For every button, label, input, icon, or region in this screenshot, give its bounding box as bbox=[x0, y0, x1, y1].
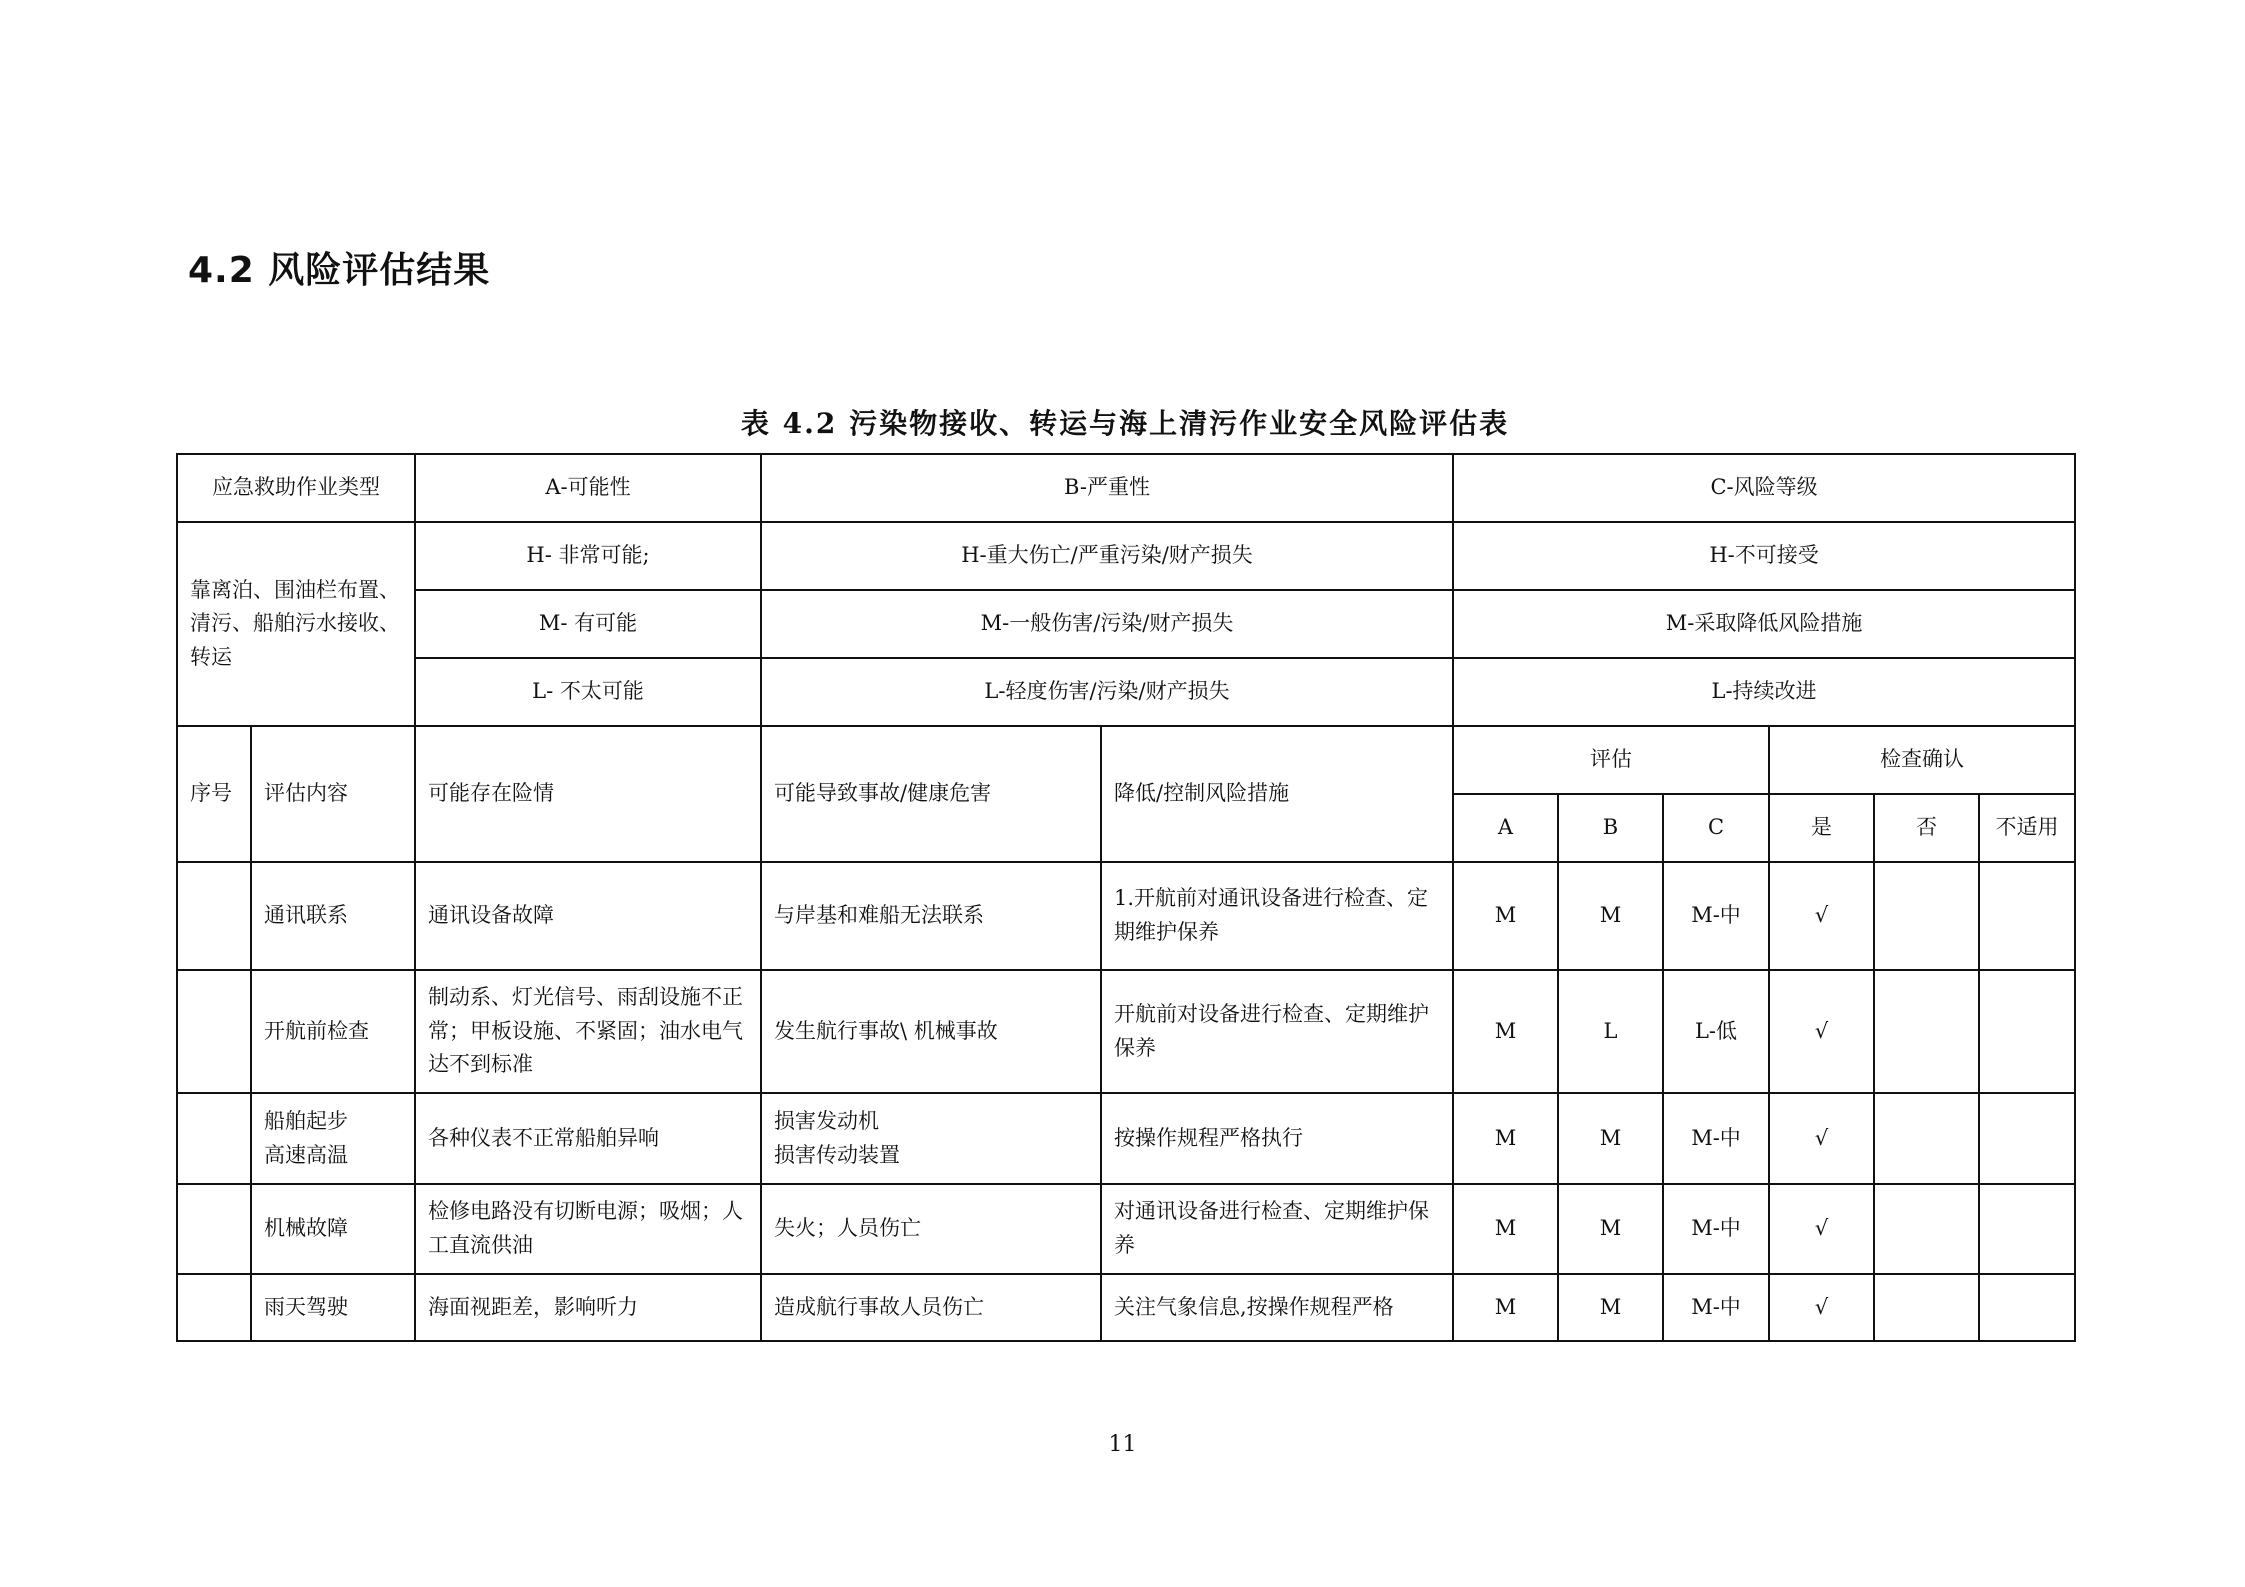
row-yes-check: √ bbox=[1769, 1274, 1874, 1341]
row-measure: 1.开航前对通讯设备进行检查、定期维护保养 bbox=[1101, 862, 1453, 970]
c-header: C-风险等级 bbox=[1453, 454, 2075, 522]
row-no bbox=[177, 970, 251, 1093]
row-yes-check: √ bbox=[1769, 862, 1874, 970]
row-b: M bbox=[1558, 1093, 1663, 1184]
level-c: M-采取降低风险措施 bbox=[1453, 590, 2075, 658]
row-hazard: 通讯设备故障 bbox=[415, 862, 761, 970]
row-b: M bbox=[1558, 1184, 1663, 1274]
row-content: 船舶起步 高速高温 bbox=[251, 1093, 415, 1184]
risk-assessment-table bbox=[176, 453, 2076, 1342]
row-measure: 对通讯设备进行检查、定期维护保养 bbox=[1101, 1184, 1453, 1274]
row-yes-check: √ bbox=[1769, 1184, 1874, 1274]
row-measure: 关注气象信息,按操作规程严格 bbox=[1101, 1274, 1453, 1341]
table-caption: 表 4.2 污染物接收、转运与海上清污作业安全风险评估表 bbox=[740, 407, 1510, 440]
row-accident: 发生航行事故\ 机械事故 bbox=[761, 970, 1101, 1093]
legend-header-row bbox=[177, 454, 2075, 522]
col-a-header: A bbox=[1453, 794, 1558, 862]
row-na-check bbox=[1979, 970, 2075, 1093]
col-yes-header: 是 bbox=[1769, 794, 1874, 862]
row-a: M bbox=[1453, 1093, 1558, 1184]
row-c: M-中 bbox=[1663, 1274, 1769, 1341]
row-a: M bbox=[1453, 970, 1558, 1093]
col-b-header: B bbox=[1558, 794, 1663, 862]
row-hazard: 制动系、灯光信号、雨刮设施不正常；甲板设施、不紧固；油水电气达不到标准 bbox=[415, 970, 761, 1093]
col-na-header: 不适用 bbox=[1979, 794, 2075, 862]
row-na-check bbox=[1979, 1184, 2075, 1274]
row-accident: 与岸基和难船无法联系 bbox=[761, 862, 1101, 970]
row-no-check bbox=[1874, 1093, 1979, 1184]
row-c: M-中 bbox=[1663, 1184, 1769, 1274]
column-header-row bbox=[177, 726, 2075, 794]
col-content-header: 评估内容 bbox=[251, 726, 415, 862]
table-row bbox=[177, 1274, 2075, 1341]
row-c: L-低 bbox=[1663, 970, 1769, 1093]
row-yes-check: √ bbox=[1769, 1093, 1874, 1184]
row-hazard: 检修电路没有切断电源；吸烟；人工直流供油 bbox=[415, 1184, 761, 1274]
level-c: H-不可接受 bbox=[1453, 522, 2075, 590]
level-a: M- 有可能 bbox=[415, 590, 761, 658]
level-c: L-持续改进 bbox=[1453, 658, 2075, 726]
level-b: H-重大伤亡/严重污染/财产损失 bbox=[761, 522, 1453, 590]
row-content: 雨天驾驶 bbox=[251, 1274, 415, 1341]
row-yes-check: √ bbox=[1769, 970, 1874, 1093]
row-no-check bbox=[1874, 1274, 1979, 1341]
col-no-check-header: 否 bbox=[1874, 794, 1979, 862]
row-hazard: 海面视距差，影响听力 bbox=[415, 1274, 761, 1341]
row-measure: 开航前对设备进行检查、定期维护保养 bbox=[1101, 970, 1453, 1093]
col-no-header: 序号 bbox=[177, 726, 251, 862]
col-measure-header: 降低/控制风险措施 bbox=[1101, 726, 1453, 862]
row-content: 机械故障 bbox=[251, 1184, 415, 1274]
row-a: M bbox=[1453, 862, 1558, 970]
row-no-check bbox=[1874, 862, 1979, 970]
row-b: M bbox=[1558, 862, 1663, 970]
table-row bbox=[177, 970, 2075, 1093]
legend-level-row bbox=[177, 658, 2075, 726]
page-number: 11 bbox=[1108, 1432, 1137, 1457]
row-accident: 造成航行事故人员伤亡 bbox=[761, 1274, 1101, 1341]
level-a: H- 非常可能; bbox=[415, 522, 761, 590]
table-row bbox=[177, 1184, 2075, 1274]
row-no bbox=[177, 1093, 251, 1184]
row-no bbox=[177, 1184, 251, 1274]
row-no-check bbox=[1874, 970, 1979, 1093]
row-measure: 按操作规程严格执行 bbox=[1101, 1093, 1453, 1184]
row-a: M bbox=[1453, 1184, 1558, 1274]
row-a: M bbox=[1453, 1274, 1558, 1341]
col-hazard-header: 可能存在险情 bbox=[415, 726, 761, 862]
type-header: 应急救助作业类型 bbox=[177, 454, 415, 522]
table-row bbox=[177, 862, 2075, 970]
row-no-check bbox=[1874, 1184, 1979, 1274]
row-b: L bbox=[1558, 970, 1663, 1093]
a-header: A-可能性 bbox=[415, 454, 761, 522]
row-accident: 失火；人员伤亡 bbox=[761, 1184, 1101, 1274]
row-content: 通讯联系 bbox=[251, 862, 415, 970]
section-heading: 4.2 风险评估结果 bbox=[188, 250, 491, 291]
table-row bbox=[177, 1093, 2075, 1184]
row-na-check bbox=[1979, 1093, 2075, 1184]
level-b: M-一般伤害/污染/财产损失 bbox=[761, 590, 1453, 658]
row-c: M-中 bbox=[1663, 1093, 1769, 1184]
col-c-header: C bbox=[1663, 794, 1769, 862]
row-accident: 损害发动机 损害传动装置 bbox=[761, 1093, 1101, 1184]
row-no bbox=[177, 1274, 251, 1341]
row-na-check bbox=[1979, 862, 2075, 970]
legend-level-row bbox=[177, 522, 2075, 590]
col-check-header: 检查确认 bbox=[1769, 726, 2075, 794]
level-b: L-轻度伤害/污染/财产损失 bbox=[761, 658, 1453, 726]
row-b: M bbox=[1558, 1274, 1663, 1341]
row-c: M-中 bbox=[1663, 862, 1769, 970]
level-a: L- 不太可能 bbox=[415, 658, 761, 726]
b-header: B-严重性 bbox=[761, 454, 1453, 522]
col-assessment-header: 评估 bbox=[1453, 726, 1769, 794]
legend-level-row bbox=[177, 590, 2075, 658]
operation-type: 靠离泊、围油栏布置、清污、船舶污水接收、转运 bbox=[177, 522, 415, 726]
row-hazard: 各种仪表不正常船舶异响 bbox=[415, 1093, 761, 1184]
row-no bbox=[177, 862, 251, 970]
row-na-check bbox=[1979, 1274, 2075, 1341]
col-accident-header: 可能导致事故/健康危害 bbox=[761, 726, 1101, 862]
row-content: 开航前检查 bbox=[251, 970, 415, 1093]
